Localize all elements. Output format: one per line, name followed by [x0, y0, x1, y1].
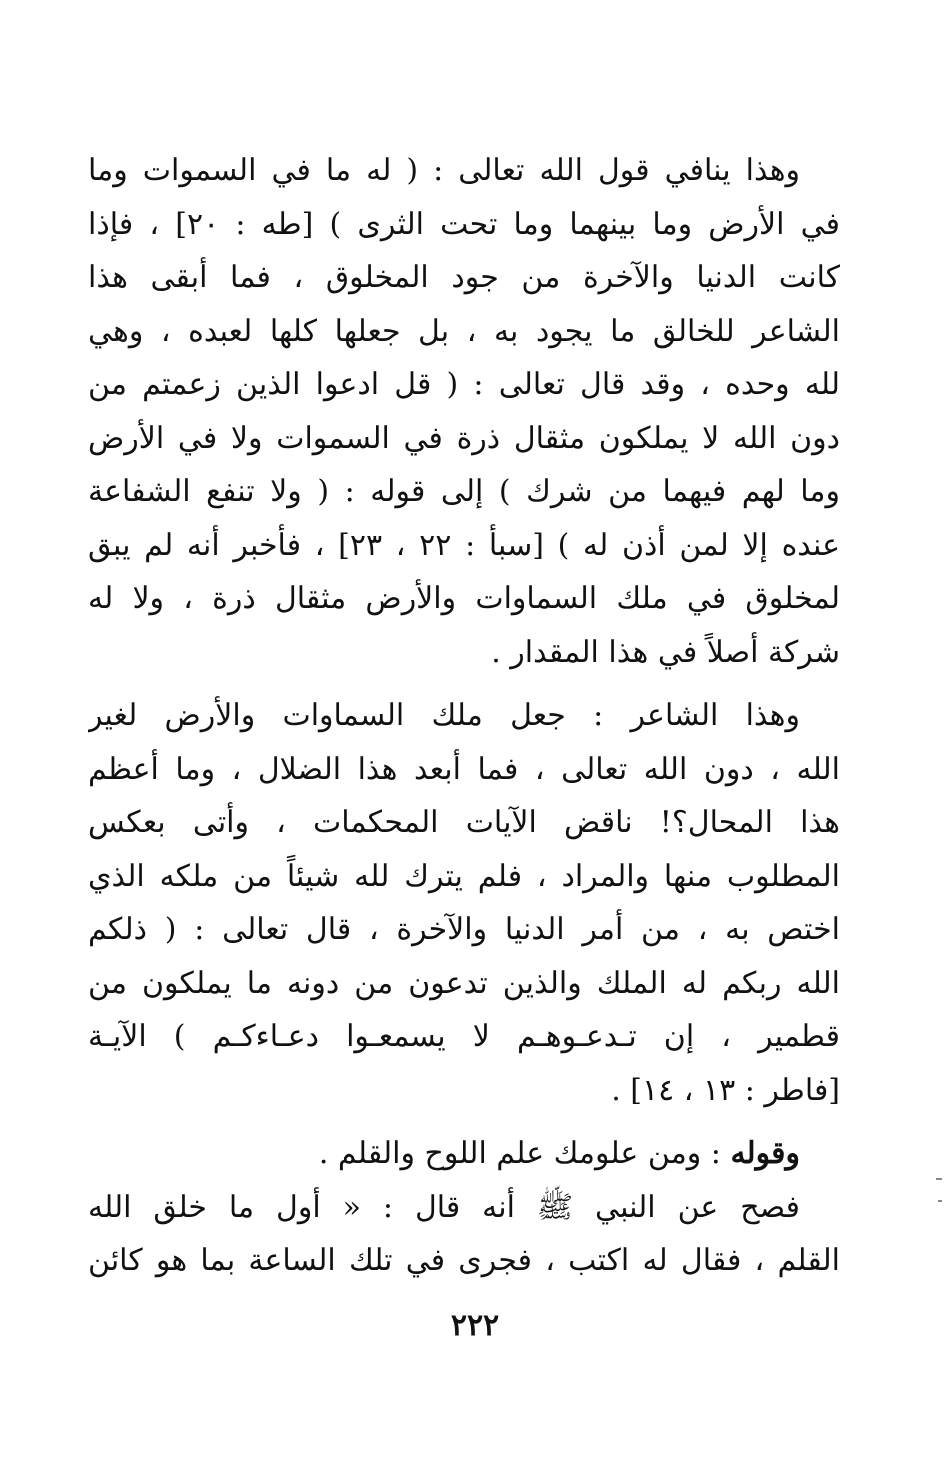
paragraph-gap: [88, 679, 840, 689]
text-line: دون الله لا يملكون مثقال ذرة في السموات ولا في الأرض: [88, 420, 840, 456]
text-line: وما لهم فيهما من شرك ) إلى قوله : ( ولا تنفع الشفاعة: [88, 474, 840, 509]
page-number: ٢٢٢: [450, 1308, 500, 1343]
text-line: كانت الدنيا والآخرة من جود المخلوق ، فما أبقى هذا: [88, 260, 840, 295]
paragraph-gap: [88, 1117, 840, 1127]
paragraph: [88, 689, 840, 1117]
paragraph: [88, 144, 840, 679]
text-line: المطلوب منها والمراد ، فلم يترك لله شيئاً من ملكه الذي: [88, 858, 840, 894]
text-line: القلم ، فقال له اكتب ، فجرى في تلك الساعة بما هو كائن: [88, 1243, 840, 1278]
scan-edge-mark: [936, 1178, 942, 1180]
scan-edge-mark: [938, 1200, 942, 1202]
text-line: الله ، دون الله تعالى ، فما أبعد هذا الضلال ، وما أعظم: [88, 751, 840, 787]
text-line: عنده إلا لمن أذن له ) [سبأ : ٢٢ ، ٢٣] ، فأخبر أنه لم يبق: [88, 527, 840, 563]
text-line: وهذا الشاعر : جعل ملك السماوات والأرض لغير: [88, 698, 800, 733]
text-line: لله وحده ، وقد قال تعالى : ( قل ادعوا الذين زعمتم من: [88, 367, 840, 402]
text-line: [فاطر : ١٣ ، ١٤] .: [611, 1072, 840, 1108]
body-text: [88, 144, 840, 1288]
verse-line: [88, 1127, 840, 1181]
text-line: الله ربكم له الملك والذين تدعون من دونه ما يملكون من: [88, 965, 840, 1001]
text-line: اختص به ، من أمر الدنيا والآخرة ، قال تعالى : ( ذلكم: [88, 912, 840, 947]
text-line: فصح عن النبي ﷺ أنه قال : « أول ما خلق الله: [88, 1189, 800, 1225]
text-line: شركة أصلاً في هذا المقدار .: [491, 634, 840, 670]
paragraph: [88, 1181, 840, 1288]
verse-text: : ومن علومك علم اللوح والقلم .: [318, 1136, 731, 1171]
text-line: قطمير ، إن تـدعـوهـم لا يسمعـوا دعـاءكـم ) الآيـة: [88, 1019, 840, 1054]
text-line: لمخلوق في ملك السماوات والأرض مثقال ذرة ، ولا له: [88, 581, 840, 616]
text-line: الشاعر للخالق ما يجود به ، بل جعلها كلها لعبده ، وهي: [88, 313, 840, 349]
text-line: وهذا ينافي قول الله تعالى : ( له ما في السموات وما: [88, 153, 800, 188]
text-line: في الأرض وما بينهما وما تحت الثرى ) [طه : ٢٠] ، فإذا: [88, 206, 840, 242]
text-line: هذا المحال؟! ناقض الآيات المحكمات ، وأتى بعكس: [88, 805, 840, 840]
verse-label: وقوله: [730, 1136, 800, 1171]
